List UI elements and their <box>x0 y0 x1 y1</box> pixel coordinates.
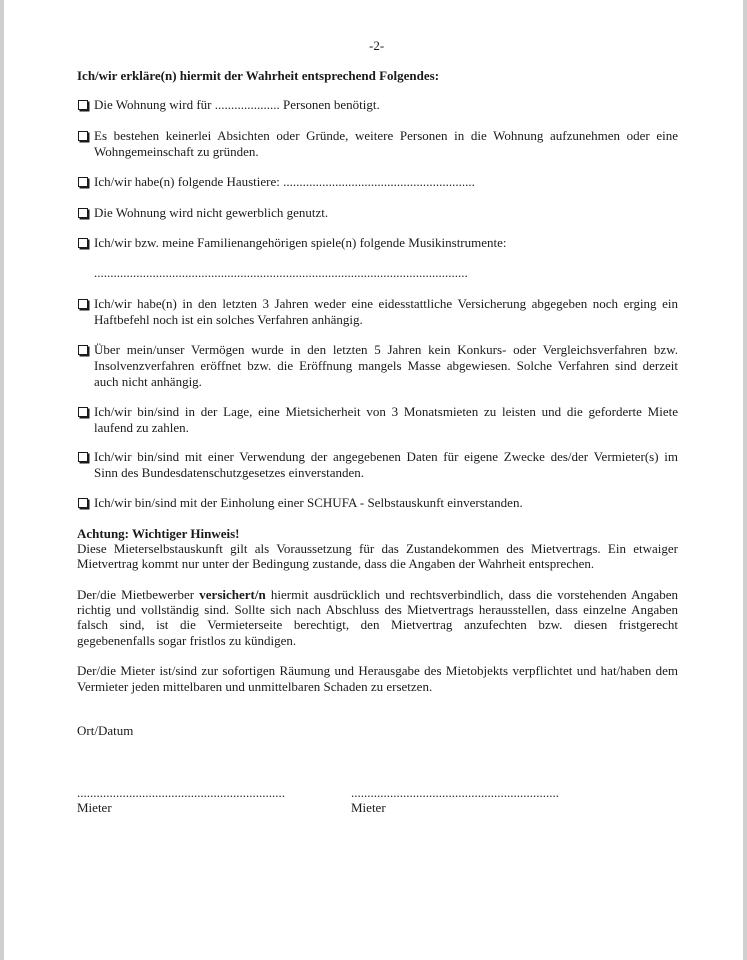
obligation-line-2: Vermieter jeden mittelbaren und unmittelbaren Schaden zu ersetzen. <box>77 679 433 694</box>
item-no-additional-persons-line-1: Es bestehen keinerlei Absichten oder Gründe, weitere Personen in die Wohnung aufzunehmen oder eine <box>94 128 678 143</box>
notice-line-2: Mietvertrag kommt nur unter der Bedingung zustande, dass die Angaben der Wahrheit entsprechen. <box>77 556 595 571</box>
assurance-line-2: richtig und vollständig sind. Sollte sich nach Abschluss des Mietvertrags herausstellen, dass einzelne Angaben <box>77 602 678 617</box>
page-number: -2- <box>369 38 385 53</box>
item-schufa-text: Ich/wir bin/sind mit der Einholung einer SCHUFA - Selbstauskunft einverstanden. <box>94 495 523 510</box>
item-data-use-line-1: Ich/wir bin/sind mit einer Verwendung der angegebenen Daten für eigene Zwecke des/der Vermieter(s) im <box>94 449 678 464</box>
checkbox-instruments[interactable] <box>78 238 88 248</box>
checkbox-pets[interactable] <box>78 177 88 187</box>
signature-label-tenant-1: Mieter <box>77 800 112 815</box>
checkbox-schufa[interactable] <box>78 498 88 508</box>
signature-line-tenant-2[interactable]: ................................................................ <box>351 785 559 800</box>
item-pets-text: Ich/wir habe(n) folgende Haustiere: ........................................................... <box>94 174 475 189</box>
place-date-label: Ort/Datum <box>77 723 134 738</box>
item-no-insolvency-line-1: Über mein/unser Vermögen wurde in den letzten 5 Jahren kein Konkurs- oder Vergleichsverfahren bzw. <box>94 342 678 357</box>
signature-label-tenant-2: Mieter <box>351 800 386 815</box>
notice-title: Achtung: Wichtiger Hinweis! <box>77 526 240 541</box>
item-no-affidavit-line-1: Ich/wir habe(n) in den letzten 3 Jahren weder eine eidesstattliche Versicherung abgegeben noch erging ein <box>94 296 678 311</box>
assurance-line-1 <box>77 587 678 603</box>
instruments-fill-line[interactable]: ................................................................................................................... <box>94 265 468 280</box>
declaration-heading: Ich/wir erkläre(n) hiermit der Wahrheit entsprechend Folgendes: <box>77 68 440 83</box>
checkbox-no-insolvency[interactable] <box>78 345 88 355</box>
item-instruments-text: Ich/wir bzw. meine Familienangehörigen spiele(n) folgende Musikinstrumente: <box>94 235 507 250</box>
item-data-use-line-2: Sinn des Bundesdatenschutzgesetzes einverstanden. <box>94 465 365 480</box>
item-deposit-line-1: Ich/wir bin/sind in der Lage, eine Mietsicherheit von 3 Monatsmieten zu leisten und die geforderte Miete <box>94 404 678 419</box>
item-deposit-line-2: laufend zu zahlen. <box>94 420 189 435</box>
item-persons-text: Die Wohnung wird für .................... Personen benötigt. <box>94 97 380 112</box>
assurance-prefix: Der/die Mietbewerber <box>77 587 200 602</box>
assurance-line-3: falsch sind, ist die Vermieterseite berechtigt, den Mietvertrag anzufechten bzw. diesen fristgerecht <box>77 617 678 632</box>
checkbox-persons[interactable] <box>78 100 88 110</box>
notice-line-1: Diese Mieterselbstauskunft gilt als Voraussetzung für das Zustandekommen des Mietvertrags. Ein etwaiger <box>77 541 678 556</box>
checkbox-no-additional-persons[interactable] <box>78 131 88 141</box>
checkbox-no-commercial-use[interactable] <box>78 208 88 218</box>
obligation-line-1: Der/die Mieter ist/sind zur sofortigen Räumung und Herausgabe des Mietobjekts verpflichtet und hat/haben dem <box>77 663 678 678</box>
item-no-additional-persons-line-2: Wohngemeinschaft zu gründen. <box>94 144 259 159</box>
item-no-insolvency-line-3: auch nicht anhängig. <box>94 374 202 389</box>
assurance-line-4: gegebenenfalls sogar fristlos zu kündigen. <box>77 633 297 648</box>
item-no-insolvency-line-2: Insolvenzverfahren eröffnet bzw. die Eröffnung mangels Masse abgewiesen. Solche Verfahren sind derzeit <box>94 358 678 373</box>
assurance-line-1-rest: hiermit ausdrücklich und rechtsverbindlich, dass die vorstehenden Angaben <box>265 587 678 602</box>
item-no-affidavit-line-2: Haftbefehl noch ist ein solches Verfahren anhängig. <box>94 312 363 327</box>
checkbox-data-use[interactable] <box>78 452 88 462</box>
checkbox-no-affidavit[interactable] <box>78 299 88 309</box>
checkbox-deposit[interactable] <box>78 407 88 417</box>
signature-line-tenant-1[interactable]: ................................................................ <box>77 785 285 800</box>
item-no-commercial-use-text: Die Wohnung wird nicht gewerblich genutzt. <box>94 205 329 220</box>
assurance-bold: versichert/n <box>199 587 266 602</box>
